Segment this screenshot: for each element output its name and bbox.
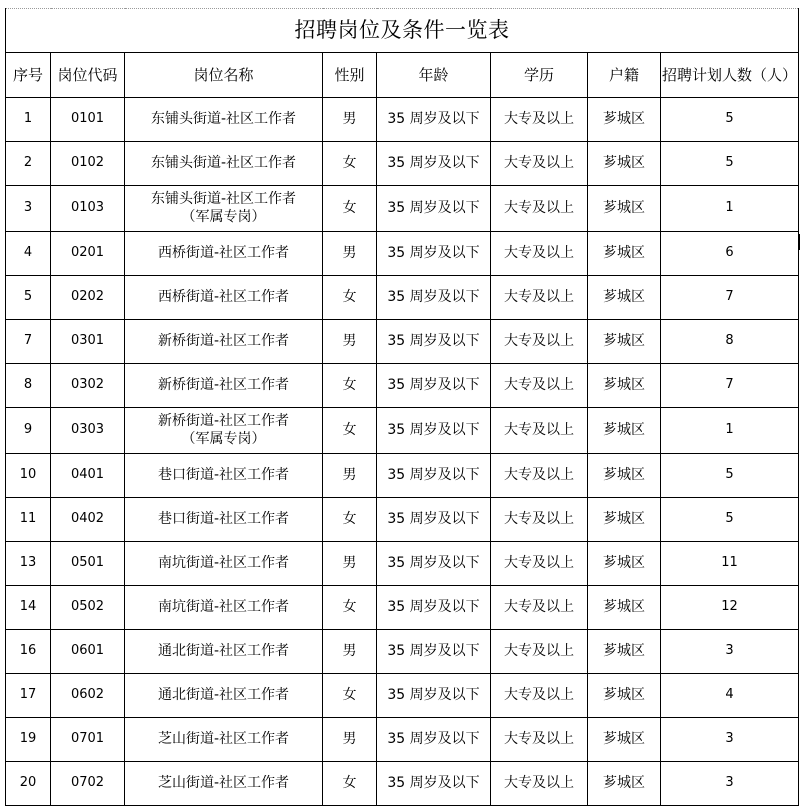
cell-code: 0501 <box>51 542 125 586</box>
cell-count: 5 <box>661 498 799 542</box>
position-name: 新桥街道-社区工作者 <box>157 413 290 429</box>
cell-count: 6 <box>661 232 799 276</box>
cell-name: 西桥街道-社区工作者 <box>125 276 323 320</box>
cell-hukou: 芗城区 <box>588 586 661 630</box>
cell-education: 大专及以上 <box>491 454 588 498</box>
col-header-no: 序号 <box>6 53 51 98</box>
cell-no: 19 <box>6 718 51 762</box>
cell-age: 35 周岁及以下 <box>377 762 491 806</box>
cell-code: 0102 <box>51 142 125 186</box>
cell-no: 11 <box>6 498 51 542</box>
cell-no: 3 <box>6 186 51 232</box>
cell-hukou: 芗城区 <box>588 320 661 364</box>
cell-hukou: 芗城区 <box>588 186 661 232</box>
cell-gender: 女 <box>323 586 377 630</box>
table-row <box>6 630 799 674</box>
cell-gender: 女 <box>323 674 377 718</box>
cell-hukou: 芗城区 <box>588 364 661 408</box>
text-cursor <box>799 234 800 250</box>
position-name: 东铺头街道-社区工作者 <box>150 191 297 207</box>
cell-count: 12 <box>661 586 799 630</box>
cell-education: 大专及以上 <box>491 498 588 542</box>
cell-name <box>125 408 323 454</box>
header-row <box>6 53 799 98</box>
position-note: （军属专岗） <box>181 430 266 447</box>
cell-no: 14 <box>6 586 51 630</box>
table-row <box>6 232 799 276</box>
cell-name: 西桥街道-社区工作者 <box>125 232 323 276</box>
cell-count: 7 <box>661 364 799 408</box>
table-row <box>6 98 799 142</box>
cell-no: 7 <box>6 320 51 364</box>
cell-age: 35 周岁及以下 <box>377 98 491 142</box>
cell-hukou: 芗城区 <box>588 142 661 186</box>
cell-code: 0402 <box>51 498 125 542</box>
cell-name: 巷口街道-社区工作者 <box>125 498 323 542</box>
cell-gender: 男 <box>323 542 377 586</box>
cell-age: 35 周岁及以下 <box>377 542 491 586</box>
cell-gender: 男 <box>323 98 377 142</box>
col-header-education: 学历 <box>491 53 588 98</box>
cell-education: 大专及以上 <box>491 542 588 586</box>
cell-name: 芝山街道-社区工作者 <box>125 762 323 806</box>
cell-age: 35 周岁及以下 <box>377 408 491 454</box>
cell-hukou: 芗城区 <box>588 98 661 142</box>
cell-gender: 女 <box>323 498 377 542</box>
cell-education: 大专及以上 <box>491 364 588 408</box>
cell-code: 0601 <box>51 630 125 674</box>
cell-education: 大专及以上 <box>491 630 588 674</box>
cell-gender: 男 <box>323 454 377 498</box>
cell-gender: 男 <box>323 320 377 364</box>
cell-name: 东铺头街道-社区工作者 <box>125 142 323 186</box>
cell-hukou: 芗城区 <box>588 542 661 586</box>
cell-no: 9 <box>6 408 51 454</box>
cell-gender: 女 <box>323 142 377 186</box>
cell-name: 芝山街道-社区工作者 <box>125 718 323 762</box>
cell-count: 8 <box>661 320 799 364</box>
cell-no: 10 <box>6 454 51 498</box>
recruitment-table <box>5 8 799 806</box>
cell-hukou: 芗城区 <box>588 718 661 762</box>
col-header-age: 年龄 <box>377 53 491 98</box>
cell-count: 3 <box>661 718 799 762</box>
cell-name: 南坑街道-社区工作者 <box>125 586 323 630</box>
cell-age: 35 周岁及以下 <box>377 718 491 762</box>
cell-hukou: 芗城区 <box>588 276 661 320</box>
table-row <box>6 674 799 718</box>
cell-no: 20 <box>6 762 51 806</box>
cell-no: 13 <box>6 542 51 586</box>
cell-count: 5 <box>661 142 799 186</box>
table-row <box>6 186 799 232</box>
cell-code: 0302 <box>51 364 125 408</box>
cell-hukou: 芗城区 <box>588 232 661 276</box>
cell-hukou: 芗城区 <box>588 498 661 542</box>
cell-education: 大专及以上 <box>491 186 588 232</box>
cell-no: 5 <box>6 276 51 320</box>
cell-code: 0301 <box>51 320 125 364</box>
cell-age: 35 周岁及以下 <box>377 454 491 498</box>
table-row <box>6 498 799 542</box>
cell-gender: 女 <box>323 276 377 320</box>
cell-code: 0202 <box>51 276 125 320</box>
table-row <box>6 718 799 762</box>
cell-no: 8 <box>6 364 51 408</box>
cell-age: 35 周岁及以下 <box>377 586 491 630</box>
cell-count: 7 <box>661 276 799 320</box>
table-row <box>6 762 799 806</box>
col-header-code: 岗位代码 <box>51 53 125 98</box>
col-header-name: 岗位名称 <box>125 53 323 98</box>
cell-age: 35 周岁及以下 <box>377 364 491 408</box>
cell-education: 大专及以上 <box>491 408 588 454</box>
cell-no: 4 <box>6 232 51 276</box>
cell-age: 35 周岁及以下 <box>377 232 491 276</box>
cell-code: 0701 <box>51 718 125 762</box>
cell-age: 35 周岁及以下 <box>377 276 491 320</box>
cell-age: 35 周岁及以下 <box>377 142 491 186</box>
cell-gender: 女 <box>323 364 377 408</box>
recruitment-sheet <box>5 8 798 806</box>
table-row <box>6 364 799 408</box>
cell-education: 大专及以上 <box>491 718 588 762</box>
table-row <box>6 586 799 630</box>
cell-code: 0602 <box>51 674 125 718</box>
cell-count: 1 <box>661 408 799 454</box>
cell-hukou: 芗城区 <box>588 408 661 454</box>
cell-gender: 女 <box>323 186 377 232</box>
cell-gender: 女 <box>323 408 377 454</box>
cell-hukou: 芗城区 <box>588 762 661 806</box>
cell-name: 东铺头街道-社区工作者 <box>125 98 323 142</box>
cell-count: 1 <box>661 186 799 232</box>
cell-name: 巷口街道-社区工作者 <box>125 454 323 498</box>
cell-hukou: 芗城区 <box>588 454 661 498</box>
cell-no: 17 <box>6 674 51 718</box>
cell-no: 1 <box>6 98 51 142</box>
cell-education: 大专及以上 <box>491 762 588 806</box>
title-row <box>6 9 799 53</box>
cell-education: 大专及以上 <box>491 142 588 186</box>
cell-count: 3 <box>661 762 799 806</box>
cell-education: 大专及以上 <box>491 586 588 630</box>
cell-age: 35 周岁及以下 <box>377 498 491 542</box>
table-row <box>6 454 799 498</box>
col-header-count: 招聘计划人数（人） <box>661 53 799 98</box>
cell-count: 4 <box>661 674 799 718</box>
table-row <box>6 142 799 186</box>
table-row <box>6 320 799 364</box>
cell-gender: 男 <box>323 718 377 762</box>
cell-code: 0502 <box>51 586 125 630</box>
cell-education: 大专及以上 <box>491 276 588 320</box>
cell-gender: 男 <box>323 630 377 674</box>
table-row <box>6 408 799 454</box>
cell-hukou: 芗城区 <box>588 630 661 674</box>
table-title: 招聘岗位及条件一览表 <box>6 9 799 53</box>
position-note: （军属专岗） <box>181 208 266 225</box>
col-header-gender: 性别 <box>323 53 377 98</box>
cell-name: 新桥街道-社区工作者 <box>125 320 323 364</box>
cell-code: 0702 <box>51 762 125 806</box>
cell-code: 0103 <box>51 186 125 232</box>
cell-no: 2 <box>6 142 51 186</box>
col-header-hukou: 户籍 <box>588 53 661 98</box>
table-row <box>6 542 799 586</box>
cell-education: 大专及以上 <box>491 232 588 276</box>
cell-age: 35 周岁及以下 <box>377 186 491 232</box>
cell-education: 大专及以上 <box>491 320 588 364</box>
cell-age: 35 周岁及以下 <box>377 320 491 364</box>
cell-code: 0303 <box>51 408 125 454</box>
cell-gender: 男 <box>323 232 377 276</box>
cell-education: 大专及以上 <box>491 674 588 718</box>
cell-name: 通北街道-社区工作者 <box>125 630 323 674</box>
cell-count: 3 <box>661 630 799 674</box>
cell-name: 新桥街道-社区工作者 <box>125 364 323 408</box>
cell-education: 大专及以上 <box>491 98 588 142</box>
cell-count: 5 <box>661 98 799 142</box>
cell-count: 5 <box>661 454 799 498</box>
cell-name: 通北街道-社区工作者 <box>125 674 323 718</box>
cell-age: 35 周岁及以下 <box>377 674 491 718</box>
table-row <box>6 276 799 320</box>
cell-code: 0401 <box>51 454 125 498</box>
cell-hukou: 芗城区 <box>588 674 661 718</box>
cell-code: 0101 <box>51 98 125 142</box>
cell-count: 11 <box>661 542 799 586</box>
cell-age: 35 周岁及以下 <box>377 630 491 674</box>
cell-no: 16 <box>6 630 51 674</box>
cell-name <box>125 186 323 232</box>
cell-code: 0201 <box>51 232 125 276</box>
cell-gender: 女 <box>323 762 377 806</box>
cell-name: 南坑街道-社区工作者 <box>125 542 323 586</box>
